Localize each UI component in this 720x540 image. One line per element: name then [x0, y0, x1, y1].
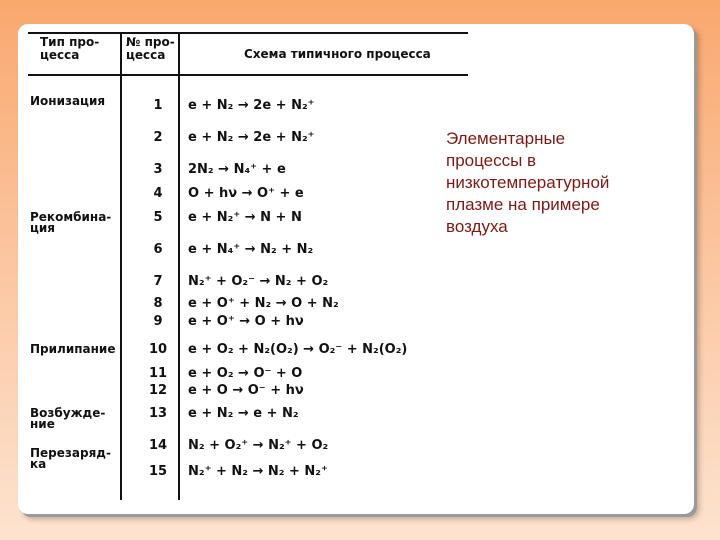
process-number: 3 — [153, 162, 163, 177]
process-number: 9 — [153, 314, 163, 329]
process-scheme: 2N₂ → N₄⁺ + e — [188, 162, 286, 177]
process-scheme: e + O₂ + N₂(O₂) → O₂⁻ + N₂(O₂) — [188, 342, 408, 357]
process-number: 5 — [153, 210, 163, 225]
process-scheme: e + O → O⁻ + hν — [188, 383, 304, 398]
process-scheme: O + hν → O⁺ + e — [188, 186, 304, 201]
process-type-attachment — [30, 344, 130, 355]
process-number: 6 — [153, 242, 163, 257]
process-type-line: Перезаряд- — [30, 446, 111, 460]
process-number: 1 — [153, 98, 163, 113]
header-scheme: Схема типичного процесса — [244, 47, 431, 61]
process-scheme: e + N₂ → 2e + N₂⁺ — [188, 130, 315, 145]
process-number: 7 — [153, 274, 163, 289]
header-process-type-line: цесса — [40, 48, 80, 62]
process-scheme: N₂⁺ + O₂⁻ → N₂ + O₂ — [188, 274, 329, 289]
process-type-line: ние — [30, 417, 55, 431]
table-header-rule — [28, 74, 468, 76]
caption-line: Элементарные — [446, 129, 566, 148]
process-type-line: ция — [30, 221, 56, 235]
process-scheme: e + O⁺ + N₂ → O + N₂ — [188, 296, 339, 311]
caption-line: воздуха — [446, 217, 508, 236]
process-scheme: e + N₂⁺ → N + N — [188, 210, 302, 225]
process-scheme: e + O⁺ → O + hν — [188, 314, 304, 329]
process-type-excitation — [30, 408, 130, 430]
process-type-charge-exchange — [30, 448, 130, 470]
process-scheme: e + N₂ → e + N₂ — [188, 406, 299, 421]
process-scheme: e + N₄⁺ → N₂ + N₂ — [188, 242, 314, 257]
process-number: 4 — [153, 186, 163, 201]
process-type-line: Рекомбина- — [30, 210, 112, 224]
process-number: 13 — [148, 406, 168, 421]
process-type-line: ка — [30, 457, 47, 471]
header-process-type-line: Тип про- — [40, 35, 100, 49]
process-scheme: e + O₂ → O⁻ + O — [188, 366, 303, 381]
process-number: 8 — [153, 296, 163, 311]
process-type-line: Прилипание — [30, 342, 116, 356]
table-top-rule — [28, 32, 468, 34]
header-process-type — [40, 36, 120, 62]
header-process-number-line: № про- — [126, 35, 175, 49]
process-type-ionization — [30, 96, 130, 107]
process-number: 2 — [153, 130, 163, 145]
process-table-image — [22, 30, 468, 500]
process-type-line: Возбужде- — [30, 406, 106, 420]
header-process-number — [126, 36, 186, 62]
process-type-recombination — [30, 212, 130, 234]
process-type-line: Ионизация — [30, 94, 106, 108]
slide-caption — [446, 128, 676, 238]
caption-line: процессы в — [446, 151, 537, 170]
process-scheme: e + N₂ → 2e + N₂⁺ — [188, 98, 315, 113]
process-scheme: N₂ + O₂⁺ → N₂⁺ + O₂ — [188, 438, 329, 453]
process-number: 15 — [148, 464, 168, 479]
header-process-number-line: цесса — [126, 48, 166, 62]
process-number: 10 — [148, 342, 168, 357]
caption-line: плазме на примере — [446, 195, 600, 214]
process-number: 12 — [148, 383, 168, 398]
process-scheme: N₂⁺ + N₂ → N₂ + N₂⁺ — [188, 464, 328, 479]
table-column-divider — [178, 32, 180, 500]
process-number: 14 — [148, 438, 168, 453]
caption-line: низкотемпературной — [446, 173, 610, 192]
process-number: 11 — [148, 366, 168, 381]
